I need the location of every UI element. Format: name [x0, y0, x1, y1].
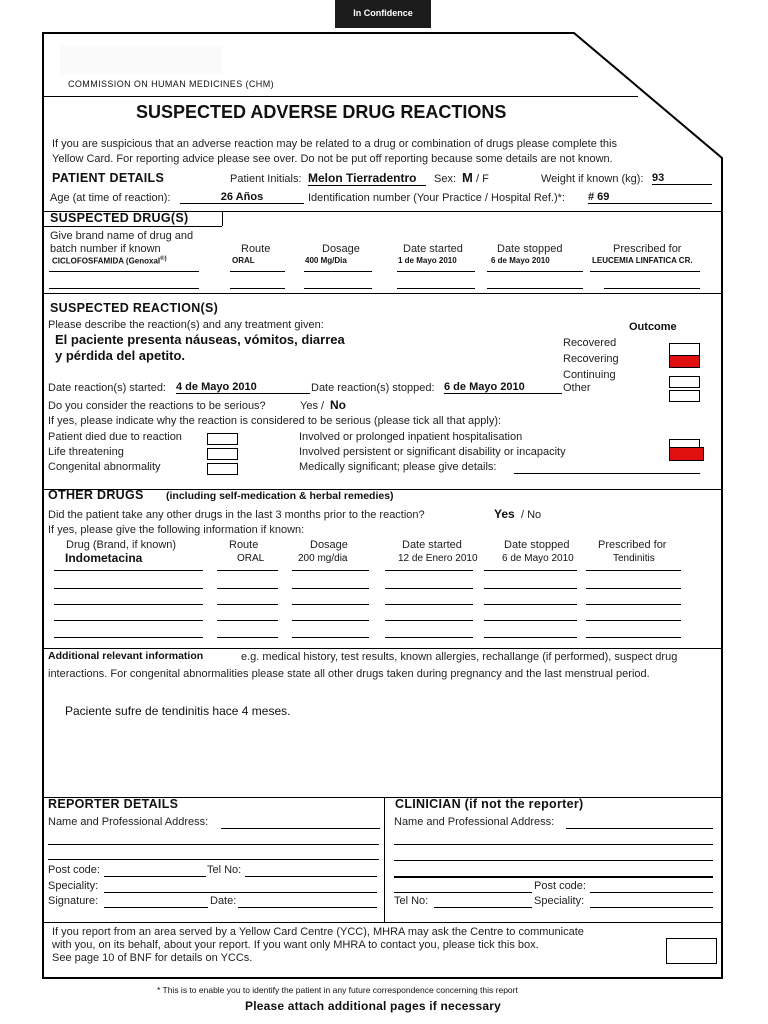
other-drugs-ifyes: If yes, please give the following information if known: — [48, 524, 305, 536]
congenital-label: Congenital abnormality — [48, 461, 161, 473]
sex-f[interactable]: / F — [476, 173, 489, 185]
ycc-line-1: If you report from an area served by a Yellow Card Centre (YCC), MHRA may ask the Centre to communicate — [52, 926, 584, 938]
disability-checkbox[interactable] — [669, 447, 704, 461]
id-label: Identification number (Your Practice / Hospital Ref.)*: — [308, 192, 565, 204]
clinician-postcode-field[interactable] — [394, 892, 532, 893]
weight-label: Weight if known (kg): — [541, 173, 644, 185]
id-value[interactable]: # 69 — [588, 191, 712, 204]
other-drugs-no[interactable]: / No — [521, 509, 542, 521]
reporter-signature-field[interactable] — [104, 907, 208, 908]
additional-text[interactable]: Paciente sufre de tendinitis hace 4 meses. — [65, 704, 291, 718]
additional-eg-1: e.g. medical history, test results, known allergies, rechallange (if performed), suspect drug — [241, 651, 678, 663]
logo-area — [60, 46, 222, 74]
other-col-route: Route — [229, 539, 259, 551]
outcome-recovering-label: Recovering — [563, 353, 619, 365]
additional-heading: Additional relevant information — [48, 650, 204, 662]
other-drugs-yes[interactable]: Yes — [494, 507, 515, 521]
other-col-drug: Drug (Brand, if known) — [66, 539, 177, 551]
suspected-drugs-heading: SUSPECTED DRUG(S) — [50, 211, 189, 225]
reporter-tel-field[interactable] — [245, 876, 377, 877]
col-dosage: Dosage — [322, 243, 360, 255]
clinician-postcode-field-2[interactable] — [590, 892, 713, 893]
clinician-name-label: Name and Professional Address: — [394, 816, 555, 828]
other-drug-route[interactable]: ORAL — [237, 553, 265, 564]
drug-date-stopped[interactable]: 6 de Mayo 2010 — [491, 256, 550, 265]
reaction-text-1[interactable]: El paciente presenta náuseas, vómitos, diarrea — [55, 332, 345, 347]
outcome-heading: Outcome — [629, 321, 677, 333]
other-drugs-heading: OTHER DRUGS — [48, 488, 144, 502]
disability-label: Involved persistent or significant disability or incapacity — [299, 446, 566, 458]
weight-value[interactable]: 93 — [652, 172, 712, 185]
outcome-continuing-label: Continuing — [563, 369, 616, 381]
additional-eg-2: interactions. For congenital abnormalities please state all other drugs taken during pregnancy and the last menstrual period. — [48, 668, 650, 680]
died-checkbox[interactable] — [207, 433, 238, 445]
date-stopped-value[interactable]: 6 de Mayo 2010 — [444, 381, 562, 394]
intro-line-2: Yellow Card. For reporting advice please see over. Do not be put off reporting because some details are not known. — [52, 153, 613, 165]
other-col-date-stopped: Date stopped — [504, 539, 570, 551]
medically-significant-label: Medically significant; please give details: — [299, 461, 497, 473]
serious-no[interactable]: No — [330, 398, 346, 412]
clinician-name-field[interactable] — [566, 828, 713, 829]
in-confidence-badge: In Confidence — [335, 0, 431, 28]
age-value[interactable]: 26 Años — [180, 191, 304, 204]
reporter-address-line-2[interactable] — [48, 859, 379, 860]
suspected-reactions-heading: SUSPECTED REACTION(S) — [50, 301, 219, 315]
other-drug-date-stopped[interactable]: 6 de Mayo 2010 — [502, 553, 574, 564]
died-label: Patient died due to reaction — [48, 431, 182, 443]
other-drug-date-started[interactable]: 12 de Enero 2010 — [398, 553, 478, 564]
sex-m[interactable]: M — [462, 170, 473, 185]
reporter-name-label: Name and Professional Address: — [48, 816, 209, 828]
clinician-speciality-label: Speciality: — [534, 895, 585, 907]
footer-note: * This is to enable you to identify the patient in any future correspondence concerning this report — [157, 985, 518, 995]
congenital-checkbox[interactable] — [207, 463, 238, 475]
ycc-checkbox[interactable] — [666, 938, 717, 964]
clinician-heading: CLINICIAN (if not the reporter) — [395, 797, 584, 811]
date-started-label: Date reaction(s) started: — [48, 382, 166, 394]
clinician-speciality-field[interactable] — [590, 907, 713, 908]
outcome-continuing-checkbox[interactable] — [669, 376, 700, 388]
col-date-stopped: Date stopped — [497, 243, 563, 255]
hospitalisation-checkbox[interactable] — [669, 439, 700, 447]
commission-label: COMMISSION ON HUMAN MEDICINES (CHM) — [68, 79, 274, 89]
other-drug-prescribed-for[interactable]: Tendinitis — [613, 553, 655, 564]
ycc-line-2: with you, on its behalf, about your report. If you want only MHRA to contact you, please tick this box. — [52, 939, 539, 951]
reporter-date-field[interactable] — [238, 907, 377, 908]
reporter-postcode-label: Post code: — [48, 864, 100, 876]
date-stopped-label: Date reaction(s) stopped: — [311, 382, 435, 394]
drug-dosage[interactable]: 400 Mg/Dia — [305, 256, 347, 265]
attach-note: Please attach additional pages if necessary — [245, 999, 502, 1013]
reporter-date-label: Date: — [210, 895, 237, 907]
date-started-value[interactable]: 4 de Mayo 2010 — [176, 381, 310, 394]
life-threatening-checkbox[interactable] — [207, 448, 238, 460]
clinician-postcode-label: Post code: — [534, 880, 586, 892]
drug-date-started[interactable]: 1 de Mayo 2010 — [398, 256, 457, 265]
outcome-recovered-label: Recovered — [563, 337, 617, 349]
age-label: Age (at time of reaction): — [50, 192, 171, 204]
sex-label: Sex: — [434, 173, 457, 185]
drug-name[interactable] — [52, 256, 167, 266]
intro-line-1: If you are suspicious that an adverse reaction may be related to a drug or combination of drugs please complete this — [52, 138, 617, 150]
other-drug-dosage[interactable]: 200 mg/dia — [298, 553, 348, 564]
col-prescribed-for: Prescribed for — [613, 243, 682, 255]
other-drugs-subheading: (including self-medication & herbal remedies) — [166, 490, 394, 502]
other-col-date-started: Date started — [402, 539, 462, 551]
outcome-other-label: Other — [563, 382, 591, 394]
initials-label: Patient Initials: — [230, 173, 302, 185]
ycc-line-3: See page 10 of BNF for details on YCCs. — [52, 952, 253, 964]
clinician-address-line-3[interactable] — [394, 876, 713, 878]
drug-name-text: CICLOFOSFAMIDA (Genoxal — [52, 256, 161, 266]
describe-label: Please describe the reaction(s) and any treatment given: — [48, 319, 324, 331]
serious-question: Do you consider the reactions to be serious? — [48, 400, 266, 412]
clinician-tel-label: Tel No: — [394, 895, 429, 907]
reporter-postcode-field[interactable] — [104, 876, 206, 877]
reporter-signature-label: Signature: — [48, 895, 99, 907]
initials-value[interactable]: Melon Tierradentro — [308, 171, 426, 186]
serious-instructions: If yes, please indicate why the reaction is considered to be serious (please tick all that apply): — [48, 415, 502, 427]
reaction-text-2[interactable]: y pérdida del apetito. — [55, 348, 186, 363]
other-col-prescribed-for: Prescribed for — [598, 539, 667, 551]
life-threatening-label: Life threatening — [48, 446, 124, 458]
other-drug-name[interactable]: Indometacina — [65, 551, 143, 565]
drug-prescribed-for[interactable]: LEUCEMIA LINFATICA CR. — [592, 256, 693, 265]
reporter-speciality-field[interactable] — [104, 892, 377, 893]
reporter-name-field[interactable] — [221, 828, 380, 829]
reporter-heading: REPORTER DETAILS — [48, 797, 179, 811]
hospitalisation-label: Involved or prolonged inpatient hospitalisation — [299, 431, 523, 443]
other-drugs-question: Did the patient take any other drugs in the last 3 months prior to the reaction? — [48, 509, 425, 521]
registered-mark: ®) — [160, 256, 167, 262]
form-title: SUSPECTED ADVERSE DRUG REACTIONS — [136, 102, 507, 122]
col-date-started: Date started — [403, 243, 463, 255]
give-brand-line-1: Give brand name of drug and — [50, 230, 194, 242]
clinician-address-line-2[interactable] — [394, 860, 713, 861]
outcome-other-checkbox[interactable] — [669, 390, 700, 402]
clinician-tel-field[interactable] — [434, 907, 532, 908]
outcome-recovering-checkbox[interactable] — [669, 355, 700, 368]
reporter-speciality-label: Speciality: — [48, 880, 99, 892]
clinician-address-line-1[interactable] — [394, 844, 713, 845]
give-brand-line-2: batch number if known — [50, 243, 161, 255]
reporter-tel-label: Tel No: — [207, 864, 242, 876]
outcome-recovered-checkbox[interactable] — [669, 343, 700, 355]
col-route: Route — [241, 243, 271, 255]
serious-yes[interactable]: Yes / — [300, 400, 325, 412]
drug-route[interactable]: ORAL — [232, 256, 255, 265]
reporter-address-line-1[interactable] — [48, 844, 379, 845]
patient-details-heading: PATIENT DETAILS — [52, 171, 165, 185]
other-col-dosage: Dosage — [310, 539, 348, 551]
